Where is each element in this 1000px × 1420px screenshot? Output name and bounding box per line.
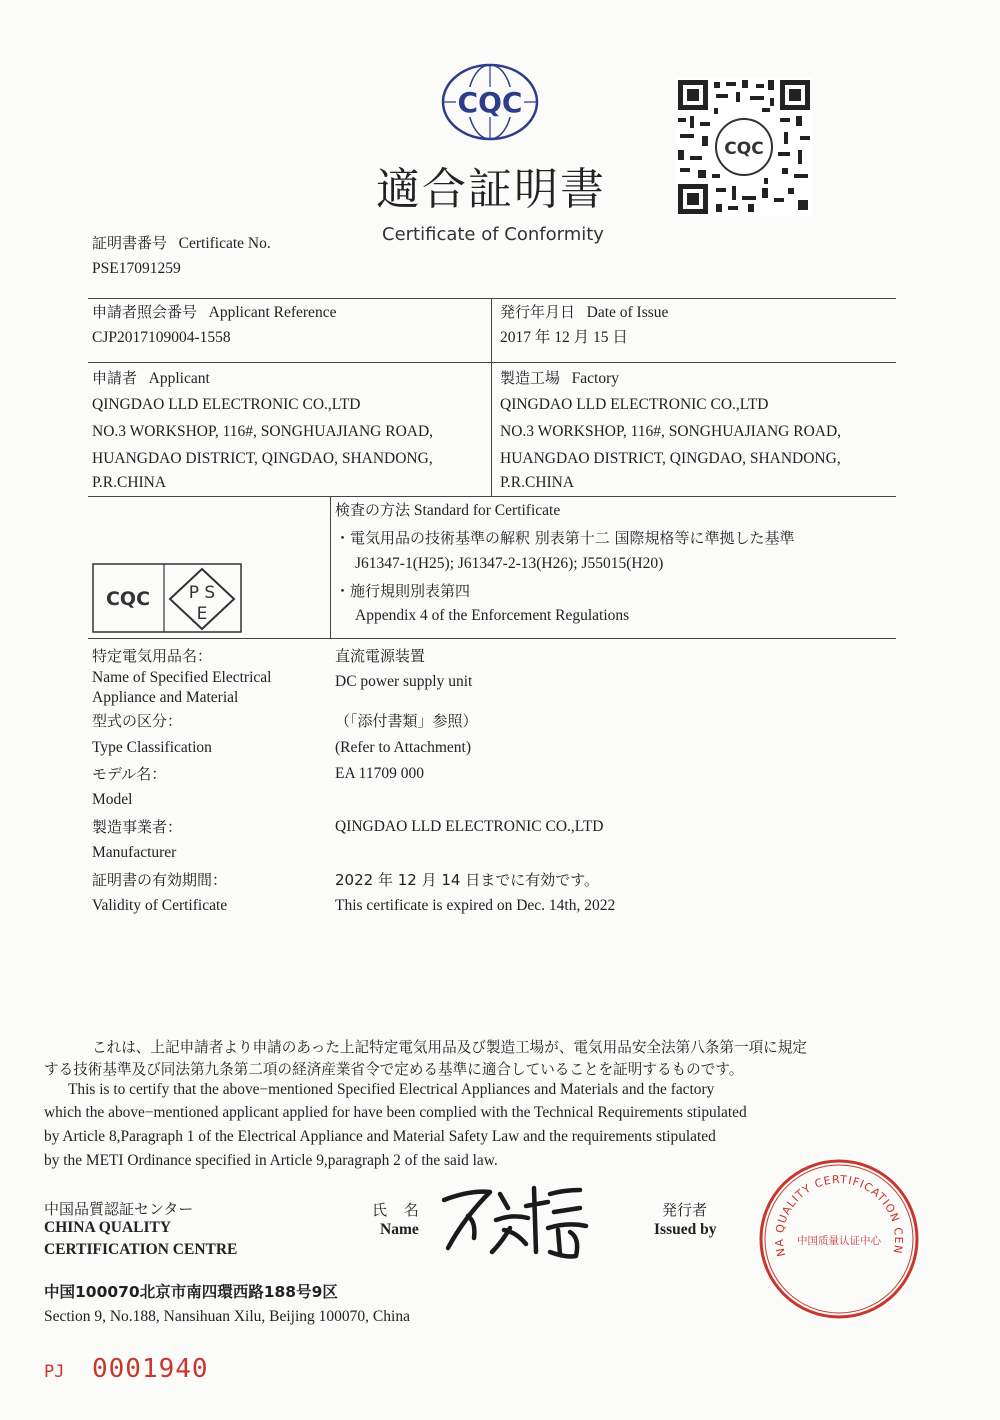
- standard-item2-jp: ・施行規則別表第四: [335, 582, 471, 600]
- rule-v1: [491, 298, 492, 362]
- cqc-logo-text: CQC: [457, 86, 523, 119]
- cqc-mark-text: CQC: [105, 588, 151, 610]
- field-validity-label-jp: 証明書の有効期間：: [92, 871, 228, 889]
- applicant-ref-label: [92, 302, 336, 323]
- cert-no-value: PSE17091259: [92, 260, 181, 277]
- field-manufacturer-value: QINGDAO LLD ELECTRONIC CO.,LTD: [335, 818, 604, 835]
- qr-logo-text: CQC: [724, 139, 764, 159]
- name-label-jp: 氏 名: [372, 1201, 425, 1219]
- standard-item2-en: Appendix 4 of the Enforcement Regulations: [355, 607, 630, 624]
- field-model-value: EA 11709 000: [335, 765, 424, 782]
- field-model-label-jp: モデル名：: [92, 765, 167, 783]
- factory-line-2: NO.3 WORKSHOP, 116#, SONGHUAJIANG ROAD,: [500, 423, 842, 440]
- factory-label: [500, 368, 619, 389]
- field-name-label-en2: Appliance and Material: [92, 689, 239, 706]
- org-name-en-2: CERTIFICATION CENTRE: [44, 1241, 238, 1258]
- factory-label-en: Factory: [571, 370, 619, 387]
- field-name-label-jp: 特定電気用品名：: [92, 647, 213, 665]
- certification-marks: [92, 563, 242, 633]
- field-type-value-en: (Refer to Attachment): [335, 739, 472, 756]
- standard-label-en: Standard for Certificate: [413, 502, 561, 519]
- field-name-value-jp: 直流電源装置: [335, 647, 426, 665]
- statement-en-1: This is to certify that the above−mentioned Specified Electrical Appliances and Materials and the factory: [68, 1081, 715, 1098]
- serial-number: 0001940: [92, 1354, 209, 1384]
- field-validity-value-en: This certificate is expired on Dec. 14th, 2022: [335, 897, 616, 914]
- applicant-label-jp: 申請者: [92, 369, 138, 387]
- applicant-ref-label-jp: 申請者照会番号: [92, 303, 198, 321]
- date-issue-label-jp: 発行年月日: [500, 303, 576, 321]
- org-name-en-1: CHINA QUALITY: [44, 1219, 172, 1236]
- applicant-line-3: HUANGDAO DISTRICT, QINGDAO, SHANDONG,: [92, 450, 433, 467]
- field-name-value-en: DC power supply unit: [335, 673, 473, 690]
- rule-v3: [330, 496, 331, 638]
- title-en: Certificate of Conformity: [382, 224, 604, 245]
- applicant-ref-value: CJP2017109004-1558: [92, 329, 231, 346]
- field-type-label-en: Type Classification: [92, 739, 212, 756]
- applicant-line-4: P.R.CHINA: [92, 474, 167, 491]
- field-validity-label-en: Validity of Certificate: [92, 897, 228, 914]
- pse-mark-bottom: E: [196, 604, 208, 624]
- field-validity-value-jp: 2022 年 12 月 14 日までに有効です。: [335, 871, 599, 889]
- applicant-label-en: Applicant: [148, 370, 210, 387]
- statement-en-4: by the METI Ordinance specified in Article 9,paragraph 2 of the said law.: [44, 1152, 498, 1169]
- field-model-label-en: Model: [92, 791, 133, 808]
- field-type-value-jp: （「添付書類」参照）: [335, 712, 478, 730]
- factory-label-jp: 製造工場: [500, 369, 561, 387]
- signature: [430, 1172, 610, 1262]
- qr-code: [676, 78, 812, 216]
- statement-en-2: which the above−mentioned applicant applied for have been complied with the Technical Requirements stipulated: [44, 1104, 747, 1121]
- field-manufacturer-label-jp: 製造事業者：: [92, 818, 183, 836]
- standard-label: [335, 500, 560, 521]
- standard-item1-std: J61347-1(H25); J61347-2-13(H26); J55015(H20): [355, 555, 664, 572]
- cqc-logo: [440, 62, 540, 142]
- field-name-label-en: Name of Specified Electrical: [92, 669, 272, 686]
- serial-prefix: PJ: [44, 1362, 65, 1382]
- cert-no-label-jp: 証明書番号: [92, 234, 168, 252]
- pse-mark-top: P S: [188, 583, 216, 603]
- issued-by-label-en: Issued by: [654, 1221, 717, 1238]
- date-issue-label: [500, 302, 668, 323]
- applicant-ref-label-en: Applicant Reference: [208, 304, 337, 321]
- field-manufacturer-label-en: Manufacturer: [92, 844, 177, 861]
- cert-no-label-en: Certificate No.: [178, 235, 271, 252]
- rule-3: [88, 496, 896, 497]
- official-seal: [758, 1158, 920, 1320]
- statement-en-3: by Article 8,Paragraph 1 of the Electrical Appliance and Material Safety Law and the requirements stipulated: [44, 1128, 716, 1145]
- name-label-en: Name: [380, 1221, 419, 1238]
- factory-line-1: QINGDAO LLD ELECTRONIC CO.,LTD: [500, 396, 769, 413]
- statement-jp-1: これは、上記申請者より申請のあった上記特定電気用品及び製造工場が、電気用品安全法第八条第一項に規定: [92, 1039, 807, 1056]
- rule-v2: [491, 362, 492, 496]
- rule-4: [88, 638, 896, 639]
- field-type-label-jp: 型式の区分：: [92, 712, 183, 730]
- standard-item1-jp: ・電気用品の技術基準の解釈 別表第十二 国際規格等に準拠した基準: [335, 529, 795, 547]
- date-issue-value: 2017 年 12 月 15 日: [500, 329, 628, 346]
- statement-jp-2: する技術基準及び同法第九条第二項の経済産業省令で定める基準に適合していることを証明するものです。: [44, 1061, 744, 1078]
- address-en: Section 9, No.188, Nansihuan Xilu, Beijing 100070, China: [44, 1308, 410, 1325]
- standard-label-jp: 検査の方法: [335, 501, 411, 519]
- date-issue-label-en: Date of Issue: [586, 304, 669, 321]
- title-jp: 適合証明書: [376, 164, 606, 215]
- applicant-label: [92, 368, 210, 389]
- factory-line-3: HUANGDAO DISTRICT, QINGDAO, SHANDONG,: [500, 450, 841, 467]
- org-name-jp: 中国品質認証センター: [44, 1200, 194, 1218]
- factory-line-4: P.R.CHINA: [500, 474, 575, 491]
- cert-no-label: [92, 233, 271, 254]
- issued-by-label-jp: 発行者: [662, 1201, 708, 1219]
- applicant-line-1: QINGDAO LLD ELECTRONIC CO.,LTD: [92, 396, 361, 413]
- rule-1: [88, 298, 896, 299]
- seal-inner-text: 中国质量认证中心: [797, 1235, 881, 1247]
- address-cn: 中国100070北京市南四環西路188号9区: [44, 1283, 338, 1301]
- seal-ring-text: NA QUALITY CERTIFICATION CEN: [772, 1173, 906, 1258]
- applicant-line-2: NO.3 WORKSHOP, 116#, SONGHUAJIANG ROAD,: [92, 423, 434, 440]
- rule-2: [88, 362, 896, 363]
